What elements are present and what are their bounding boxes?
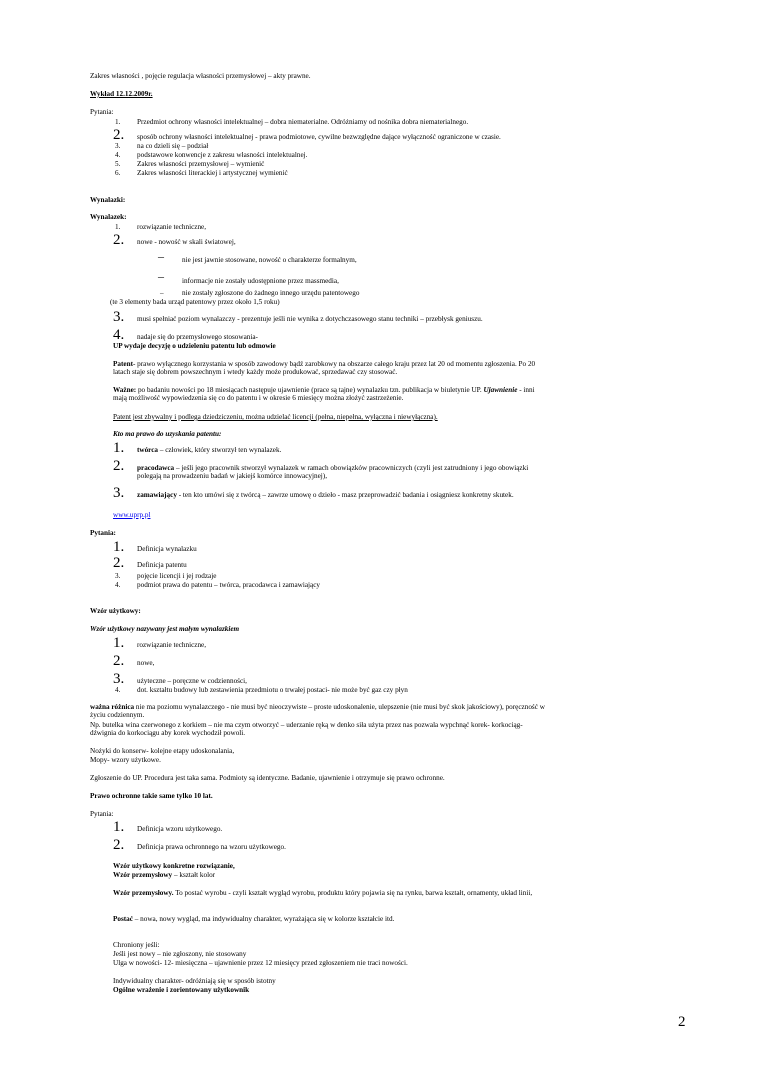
list-item: Przedmiot ochrony własności intelektualnej – dobra niematerialne. Odróżniamy od nośnika dobra niematerialnego. (137, 118, 469, 126)
dash-bullet: – (158, 249, 164, 263)
list-item: nie jest jawnie stosowane, nowość o charakterze formalnym, (182, 256, 357, 264)
list-number: 2. (113, 837, 125, 853)
section-heading-wzor-uzytkowy: Wzór użytkowy: (90, 607, 141, 615)
list-item: użyteczne – poręczne w codzienności, (137, 677, 247, 685)
page-number: 2 (678, 1014, 686, 1030)
list-item: Definicja wzoru użytkowego. (137, 825, 223, 833)
list-item: nie zostały zgłoszone do żadnego innego urzędu patentowego (182, 289, 360, 297)
dash-bullet: – (160, 289, 164, 297)
list-item: Definicja patentu (137, 561, 187, 569)
list-number: 3. (115, 142, 121, 150)
list-item: informacje nie zostały udostępnione przez massmedia, (182, 277, 339, 285)
list-number: 6. (115, 169, 121, 177)
procedure-text: Zgłoszenie do UP. Procedura jest taka sama. Podmioty są identyczne. Badanie, ujawnienie i otrzymuje się prawo ochronne. (90, 774, 445, 782)
list-number: 3. (115, 572, 121, 580)
list-number: 2. (113, 458, 125, 474)
list-number: 5. (115, 160, 121, 168)
list-item: dot. kształtu budowy lub zestawienia przedmiotu o trwałej postaci- nie może być gaz czy płyn (137, 686, 408, 694)
list-item: rozwiązanie techniczne, (137, 641, 207, 649)
protection-conditions: Ulga w nowości- 12- miesięczna – ujawnienie przez 12 miesięcy przed zgłoszeniem nie traci nowości. (113, 959, 408, 967)
list-item: nowe - nowość w skali światowej, (137, 238, 236, 246)
list-number: 1. (113, 819, 125, 835)
list-number: 2. (113, 127, 125, 143)
list-item: pracodawca – jeśli jego pracownik stworzył wynalazek w ramach obowiązków pracowniczych (czyli jest zatrudniony i jego obowiązki polegają na prowadzeniu badań w jakiejś komórce innowacyjnej), (137, 464, 529, 481)
uprp-link[interactable]: www.uprp.pl (113, 511, 151, 519)
list-item: pojęcie licencji i jej rodzaje (137, 572, 217, 580)
list-number: 3. (113, 309, 125, 325)
document-topic: Zakres własności , pojęcie regulacja własności przemysłowej – akty prawne. (90, 72, 311, 80)
utility-model-subheading: Wzór użytkowy nazywany jest małym wynalazkiem (90, 625, 240, 633)
list-item: podmiot prawa do patentu – twórca, pracodawca i zamawiający (137, 581, 321, 589)
industrial-design-definition: Wzór przemysłowy. To postać wyrobu - czyli kształt wygląd wyrobu, produktu który pojawia się na rynku, barwa kształt, ornamenty, układ linii, (113, 889, 533, 897)
list-number: 1. (115, 223, 121, 231)
list-number: 1. (115, 118, 121, 126)
list-number: 1. (113, 440, 125, 456)
list-item: Zakres własności literackiej i artystycznej wymienić (137, 169, 288, 177)
list-number: 4. (115, 581, 121, 589)
list-item: twórca – człowiek, który stworzył ten wynalazek. (137, 446, 282, 454)
important-note: Ważne: po badaniu nowości po 18 miesiącach następuje ujawnienie (prace są tajne) wynalazku tzn. publikacja w biuletynie UP. Ujawnienie - inni mają możliwość wypowiedzenia się co do patentu i w okresie 6 miesięcy można złożyć zastrzeżenie. (113, 386, 535, 403)
list-number: 3. (113, 485, 125, 501)
dash-bullet: – (158, 269, 164, 283)
list-number: 2. (113, 232, 125, 248)
protection-conditions: Jeśli jest nowy – nie zgłoszony, nie stosowany (113, 950, 247, 958)
up-decision: UP wydaje decyzję o udzieleniu patentu lub odmowie (113, 342, 276, 350)
questions-heading: Pytania: (90, 810, 114, 818)
protection-conditions: Chroniony jeśli: (113, 941, 160, 949)
list-number: 1. (113, 635, 125, 651)
lecture-date: Wykład 12.12.2009r. (90, 90, 153, 98)
list-number: 4. (115, 686, 121, 694)
list-number: 2. (113, 653, 125, 669)
form-definition: Postać – nowa, nowy wygląd, ma indywidualny charakter, wyrażająca się w kolorze kształcie itd. (113, 915, 395, 923)
list-number: 3. (113, 671, 125, 687)
list-item: podstawowe konwencje z zakresu własności intelektualnej. (137, 151, 308, 159)
key-difference: ważna różnica nie ma poziomu wynalazczego - nie musi być nieoczywiste – proste udoskonalenie, ulepszenie (nie musi być skok jakościowy), poręczność w życiu codziennym. (90, 703, 545, 720)
list-number: 4. (115, 151, 121, 159)
individual-character: Indywidualny charakter- odróżniają się w sposób istotny (113, 977, 276, 985)
list-item: musi spełniać poziom wynalazczy - prezentuje jeśli nie wynika z dotychczasowego stanu techniki – przebłysk geniuszu. (137, 315, 483, 323)
list-item: Zakres własności przemysłowej – wymienić (137, 160, 265, 168)
note-text: (te 3 elementy bada urząd patentowy przez około 1,5 roku) (110, 298, 280, 306)
list-item: Definicja prawa ochronnego na wzoru użytkowego. (137, 843, 286, 851)
list-item: nowe, (137, 659, 155, 667)
list-item: sposób ochrony własności intelektualnej - prawa podmiotowe, cywilne bezwzględne dające wyłączność ograniczone w czasie. (137, 133, 501, 141)
section-heading-wynalazki: Wynalazki: (90, 196, 126, 204)
list-number: 4. (113, 327, 125, 343)
list-item: nadaje się do przemysłowego stosowania- (137, 333, 258, 341)
questions-heading: Pytania: (90, 529, 116, 537)
general-impression: Ogólne wrażenie i zorientowany użytkownik (113, 986, 250, 994)
list-number: 1. (113, 539, 125, 555)
subheading-wynalazek: Wynalazek: (90, 213, 127, 221)
list-number: 2. (113, 555, 125, 571)
list-item: na co dzieli się – podział (137, 142, 209, 150)
protection-period: Prawo ochronne takie same tylko 10 lat. (90, 792, 213, 800)
list-item: zamawiający - ten kto umówi się z twórcą – zawrze umowę o dzieło - masz przeprowadzić badania i osiągniesz konkretny skutek. (137, 491, 514, 499)
list-item: Definicja wynalazku (137, 545, 197, 553)
list-item: rozwiązanie techniczne, (137, 223, 207, 231)
utility-model-note: Wzór użytkowy konkretne rozwiązanie, (113, 862, 235, 870)
questions-heading: Pytania: (90, 108, 114, 116)
patent-transferability: Patent jest zbywalny i podlega dziedziczeniu, można udzielać licencji (pełna, niepełna, wyłączna i niewyłączna). (113, 413, 438, 421)
industrial-design-note: Wzór przemysłowy – kształt kolor (113, 871, 216, 879)
example-line: Nożyki do konserw- kolejne etapy udoskonalania, (90, 747, 235, 755)
example-text: Np. butelka wina czerwonego z korkiem – nie ma czym otworzyć – uderzanie ręką w denko siła użyta przez nas pozwala wypchnąć korek- korkociąg- dźwignia do korkociągu aby korek wychodził powoli. (90, 721, 523, 738)
patent-definition: Patent- prawo wyłącznego korzystania w sposób zawodowy bądź zarobkowy na obszarze całego kraju przez lat 20 od momentu zgłoszenia. Po 20 latach staje się dobrem powszechnym i wtedy każdy może produkować, sprzedawać czy stosować. (113, 360, 536, 377)
who-gets-patent-heading: Kto ma prawo do uzyskania patentu: (113, 430, 222, 438)
example-line: Mopy- wzory użytkowe. (90, 756, 161, 764)
